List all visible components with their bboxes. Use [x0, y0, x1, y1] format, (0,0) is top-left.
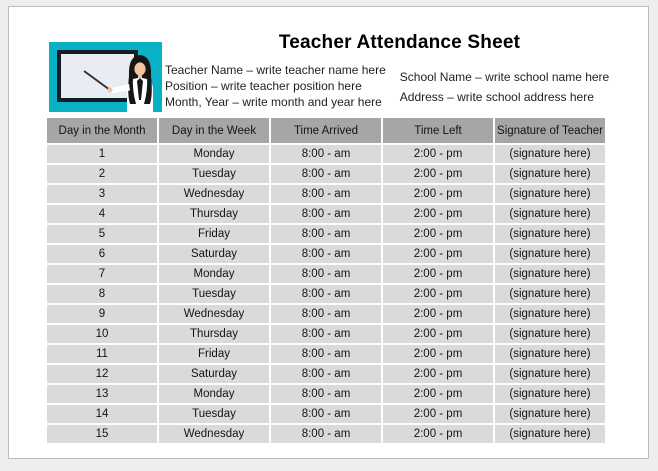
table-cell: 8:00 - am	[271, 385, 381, 403]
table-cell: (signature here)	[495, 405, 605, 423]
table-cell: (signature here)	[495, 185, 605, 203]
table-cell: Wednesday	[159, 185, 269, 203]
table-cell: Tuesday	[159, 405, 269, 423]
table-cell: 8:00 - am	[271, 165, 381, 183]
table-cell: Saturday	[159, 245, 269, 263]
table-cell: 2:00 - pm	[383, 325, 493, 343]
table-cell: 8:00 - am	[271, 245, 381, 263]
table-cell: (signature here)	[495, 425, 605, 443]
table-cell: 2:00 - pm	[383, 145, 493, 163]
table-cell: 8:00 - am	[271, 265, 381, 283]
table-row	[47, 425, 605, 443]
table-cell: Thursday	[159, 205, 269, 223]
table-cell: 2:00 - pm	[383, 185, 493, 203]
position-line: Position – write teacher position here	[165, 79, 362, 93]
teacher-info-block	[165, 62, 386, 110]
table-cell: 8:00 - am	[271, 325, 381, 343]
table-row	[47, 245, 605, 263]
table-cell: Monday	[159, 145, 269, 163]
table-cell: (signature here)	[495, 245, 605, 263]
table-cell: Monday	[159, 385, 269, 403]
table-cell: 7	[47, 265, 157, 283]
column-header-3: Time Left	[383, 118, 493, 143]
table-cell: (signature here)	[495, 205, 605, 223]
table-cell: Wednesday	[159, 425, 269, 443]
table-cell: (signature here)	[495, 145, 605, 163]
info-row	[165, 62, 634, 110]
table-cell: 4	[47, 205, 157, 223]
table-cell: 2:00 - pm	[383, 165, 493, 183]
column-header-1: Day in the Week	[159, 118, 269, 143]
table-cell: 3	[47, 185, 157, 203]
table-cell: 2:00 - pm	[383, 205, 493, 223]
table-cell: Tuesday	[159, 285, 269, 303]
table-cell: (signature here)	[495, 385, 605, 403]
table-row	[47, 165, 605, 183]
table-cell: 6	[47, 245, 157, 263]
document-header	[9, 7, 648, 112]
column-header-2: Time Arrived	[271, 118, 381, 143]
table-row	[47, 145, 605, 163]
table-cell: 2:00 - pm	[383, 405, 493, 423]
table-cell: 2:00 - pm	[383, 285, 493, 303]
table-cell: 2:00 - pm	[383, 385, 493, 403]
teacher-name-line: Teacher Name – write teacher name here	[165, 63, 386, 77]
table-cell: 8:00 - am	[271, 365, 381, 383]
table-cell: (signature here)	[495, 265, 605, 283]
table-cell: (signature here)	[495, 165, 605, 183]
table-cell: (signature here)	[495, 285, 605, 303]
table-cell: 12	[47, 365, 157, 383]
table-cell: (signature here)	[495, 225, 605, 243]
table-header-row	[47, 118, 605, 143]
table-row	[47, 225, 605, 243]
table-cell: 8:00 - am	[271, 405, 381, 423]
table-cell: 8:00 - am	[271, 285, 381, 303]
table-cell: 8:00 - am	[271, 225, 381, 243]
table-cell: 8:00 - am	[271, 425, 381, 443]
address-line: Address – write school address here	[399, 90, 594, 104]
column-header-0: Day in the Month	[47, 118, 157, 143]
table-cell: 2:00 - pm	[383, 345, 493, 363]
table-cell: Monday	[159, 265, 269, 283]
table-cell: 5	[47, 225, 157, 243]
table-cell: Friday	[159, 345, 269, 363]
school-name-line: School Name – write school name here	[399, 70, 610, 84]
table-cell: 8:00 - am	[271, 205, 381, 223]
table-cell: 15	[47, 425, 157, 443]
table-row	[47, 305, 605, 323]
school-info-block	[400, 62, 609, 110]
table-row	[47, 265, 605, 283]
table-cell: (signature here)	[495, 325, 605, 343]
table-body	[47, 145, 605, 443]
table-cell: (signature here)	[495, 345, 605, 363]
table-row	[47, 365, 605, 383]
table-cell: 8:00 - am	[271, 185, 381, 203]
table-cell: 8:00 - am	[271, 305, 381, 323]
page-title: Teacher Attendance Sheet	[278, 32, 521, 53]
table-cell: Friday	[159, 225, 269, 243]
table-row	[47, 325, 605, 343]
table-row	[47, 405, 605, 423]
table-cell: 2:00 - pm	[383, 365, 493, 383]
teacher-whiteboard-illustration	[49, 42, 162, 112]
attendance-table	[45, 116, 607, 445]
table-row	[47, 385, 605, 403]
table-cell: 11	[47, 345, 157, 363]
month-year-line: Month, Year – write month and year here	[165, 95, 382, 109]
attendance-table-head	[47, 118, 605, 143]
table-row	[47, 185, 605, 203]
table-cell: 1	[47, 145, 157, 163]
table-cell: (signature here)	[495, 305, 605, 323]
column-header-4: Signature of Teacher	[495, 118, 605, 143]
teacher-illustration-graphic	[49, 42, 162, 112]
table-cell: 2	[47, 165, 157, 183]
table-cell: 8:00 - am	[271, 145, 381, 163]
table-cell: 2:00 - pm	[383, 265, 493, 283]
table-cell: (signature here)	[495, 365, 605, 383]
table-cell: Thursday	[159, 325, 269, 343]
table-cell: 14	[47, 405, 157, 423]
table-cell: Wednesday	[159, 305, 269, 323]
table-cell: 8	[47, 285, 157, 303]
table-cell: 10	[47, 325, 157, 343]
table-cell: 2:00 - pm	[383, 305, 493, 323]
table-row	[47, 205, 605, 223]
table-cell: 2:00 - pm	[383, 425, 493, 443]
document-page	[8, 6, 649, 459]
table-cell: 13	[47, 385, 157, 403]
header-text-area	[162, 31, 634, 112]
table-cell: 2:00 - pm	[383, 245, 493, 263]
table-row	[47, 285, 605, 303]
table-cell: 2:00 - pm	[383, 225, 493, 243]
table-cell: 9	[47, 305, 157, 323]
table-row	[47, 345, 605, 363]
table-cell: Saturday	[159, 365, 269, 383]
table-cell: 8:00 - am	[271, 345, 381, 363]
table-cell: Tuesday	[159, 165, 269, 183]
